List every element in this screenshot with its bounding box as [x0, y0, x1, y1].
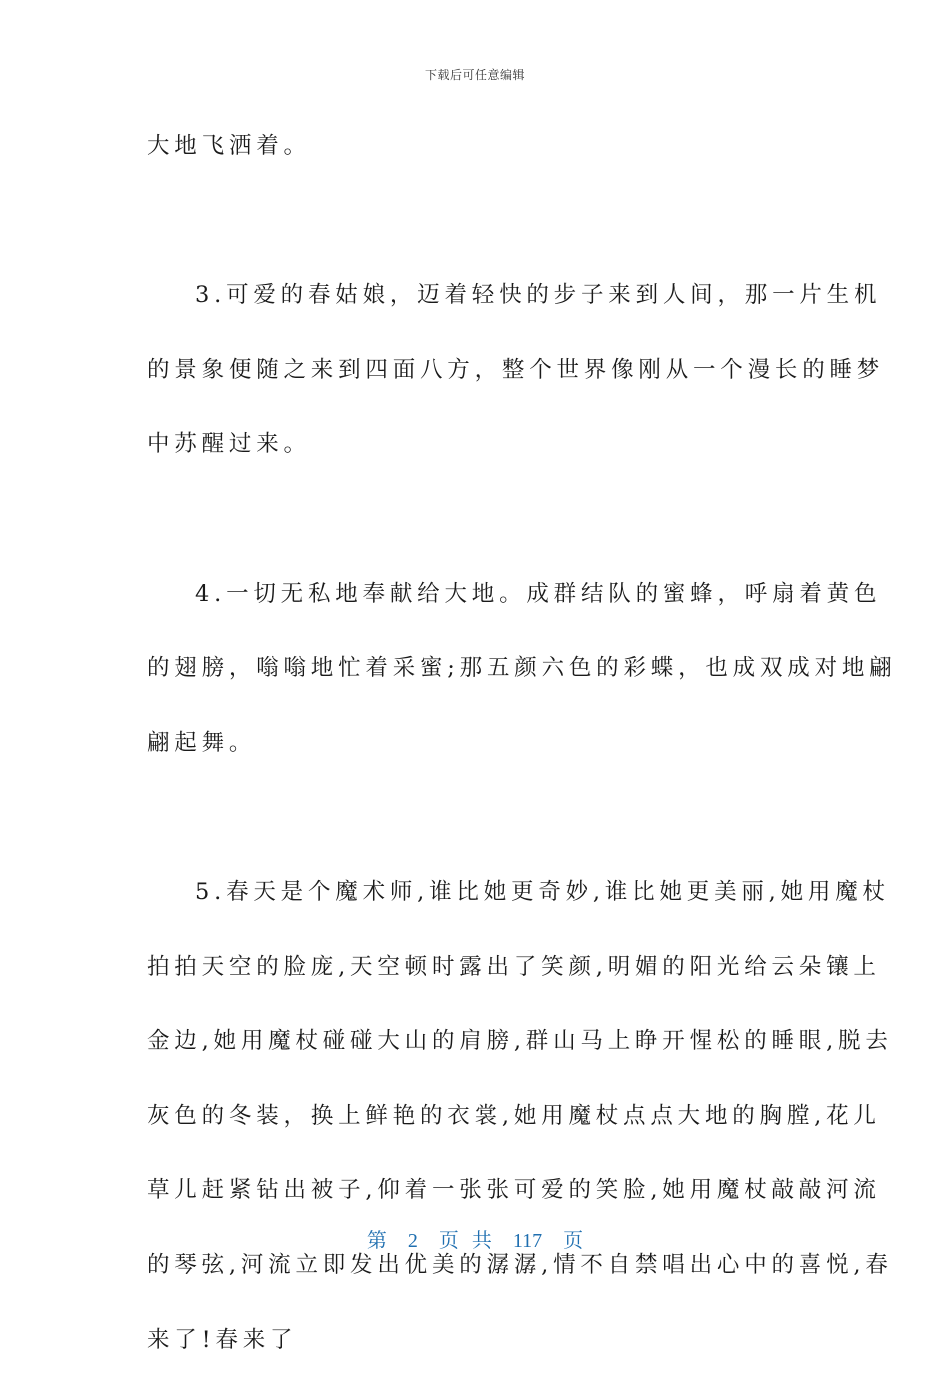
page-header	[0, 66, 950, 83]
paragraph-line: 5.春天是个魔术师,谁比她更奇妙,谁比她更美丽,她用魔杖	[147, 868, 807, 943]
body-line: 的翅膀，嗡嗡地忙着采蜜;那五颜六色的彩蝶，也成双成对地翩	[147, 644, 807, 719]
body-line: 大地飞洒着。	[147, 122, 807, 197]
body-line	[147, 197, 807, 272]
body-line: 翩起舞。	[147, 719, 807, 794]
paragraph-line: 3.可爱的春姑娘，迈着轻快的步子来到人间，那一片生机	[147, 271, 807, 346]
footer-total-pages: 117	[513, 1230, 542, 1252]
body-line: 草儿赶紧钻出被子,仰着一张张可爱的笑脸,她用魔杖敲敲河流	[147, 1166, 807, 1241]
footer-prefix: 第	[367, 1230, 387, 1252]
body-line: 的琴弦,河流立即发出优美的潺潺,情不自禁唱出心中的喜悦,春	[147, 1241, 807, 1316]
page-body	[147, 122, 807, 1390]
header-text: 下载后可任意编辑	[425, 68, 525, 82]
paragraph-line: 4.一切无私地奉献给大地。成群结队的蜜蜂，呼扇着黄色	[147, 570, 807, 645]
body-line	[147, 793, 807, 868]
footer-middle: 页 共	[439, 1230, 492, 1252]
page-footer	[0, 1224, 950, 1253]
body-line	[147, 495, 807, 570]
body-line: 拍拍天空的脸庞,天空顿时露出了笑颜,明媚的阳光给云朵镶上	[147, 943, 807, 1018]
footer-suffix: 页	[563, 1230, 583, 1252]
body-line: 的景象便随之来到四面八方，整个世界像刚从一个漫长的睡梦	[147, 346, 807, 421]
body-line: 灰色的冬装，换上鲜艳的衣裳,她用魔杖点点大地的胸膛,花儿	[147, 1092, 807, 1167]
body-line: 来了!春来了	[147, 1316, 807, 1390]
body-line: 中苏醒过来。	[147, 420, 807, 495]
footer-page-number: 2	[408, 1230, 418, 1252]
body-line: 金边,她用魔杖碰碰大山的肩膀,群山马上睁开惺松的睡眼,脱去	[147, 1017, 807, 1092]
